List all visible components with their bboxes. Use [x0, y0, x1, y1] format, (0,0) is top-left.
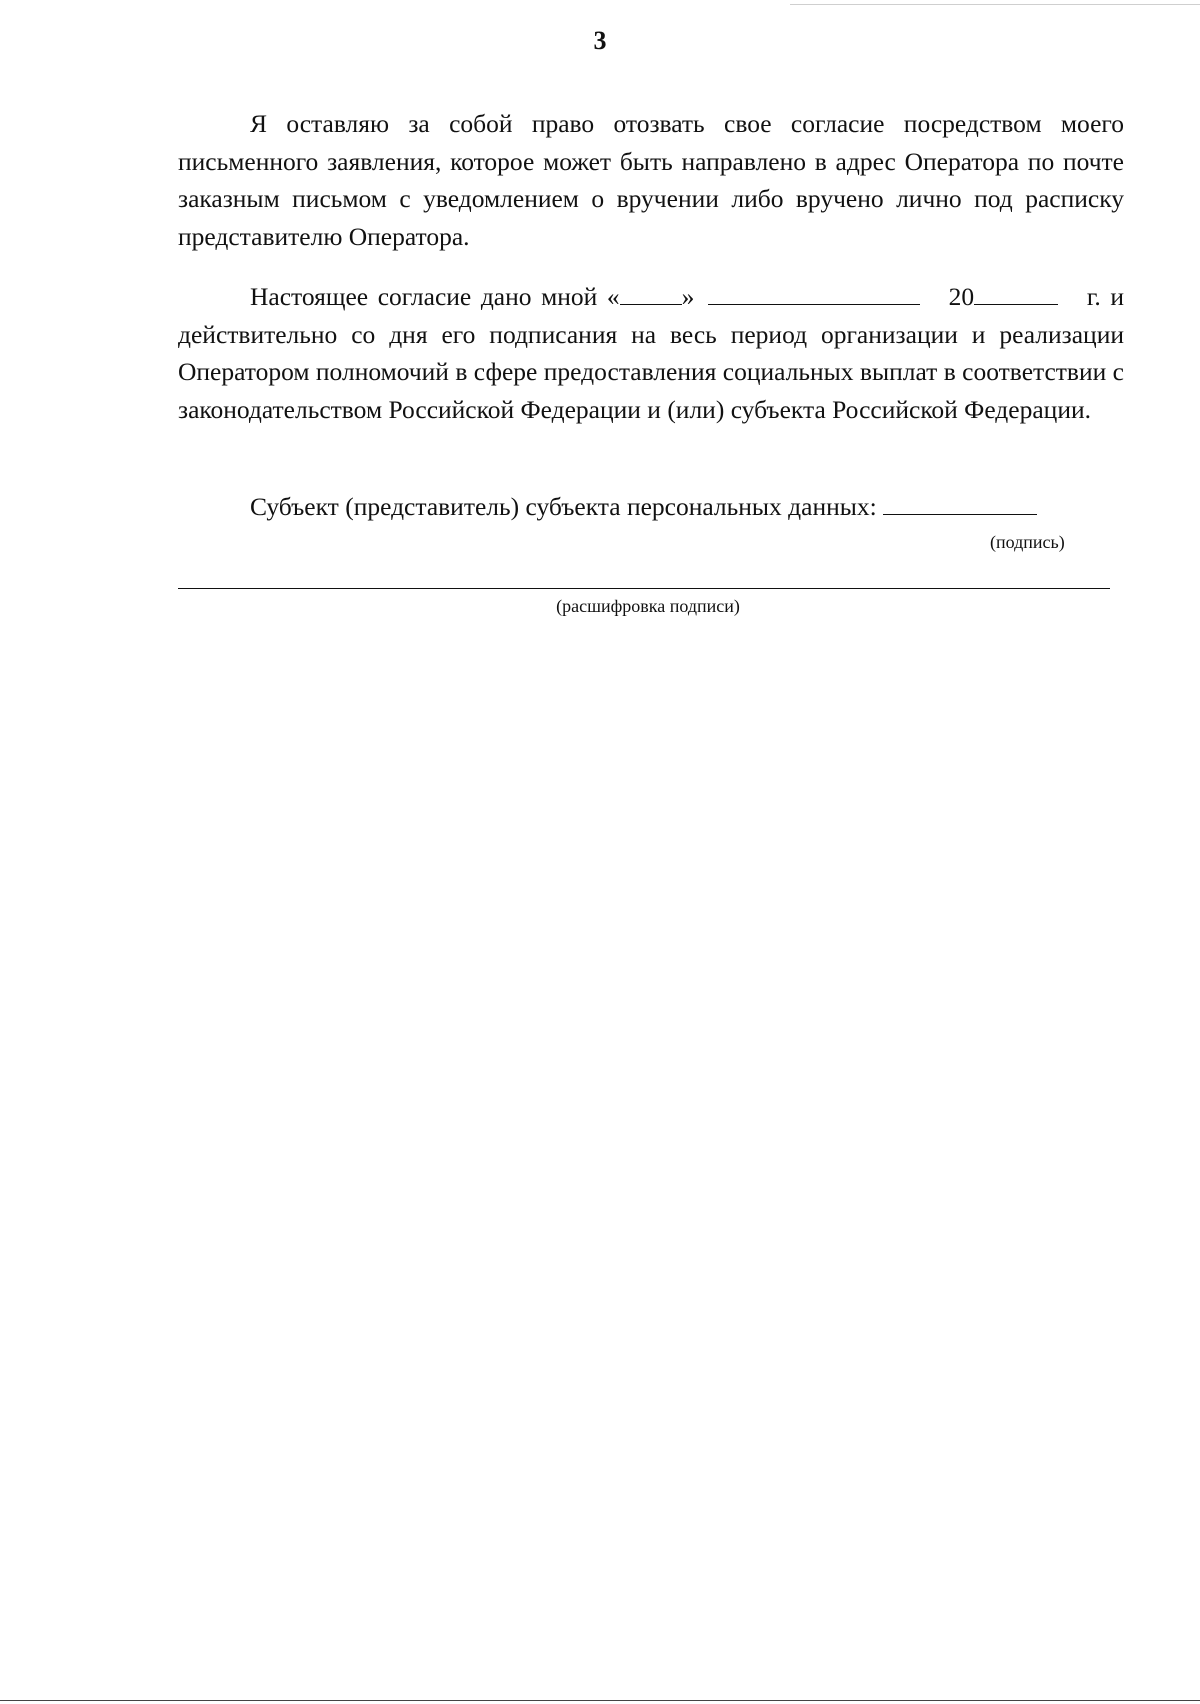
scan-edge-bottom — [0, 1700, 1200, 1701]
consent-date-quote-close: » — [681, 282, 695, 311]
signature-caption: (подпись) — [990, 532, 1065, 552]
page-number: 3 — [593, 26, 607, 55]
consent-date-intro: Настоящее согласие дано мной « — [250, 282, 620, 311]
year-suffix: г. — [1086, 282, 1101, 311]
month-blank[interactable] — [708, 278, 920, 305]
year-prefix: 20 — [948, 282, 975, 311]
consent-validity-paragraph — [178, 278, 1124, 428]
day-blank[interactable] — [620, 278, 682, 305]
signature-decode-rule[interactable] — [178, 588, 1110, 589]
signature-blank[interactable] — [883, 488, 1037, 515]
signature-line — [250, 488, 1130, 526]
scan-edge-top — [790, 4, 1200, 5]
consent-validity-text: и действительно со дня его подписания на весь период организации и реализации Оператором полномочий в сфере предоставления социальных выплат в соответствии с законодательством Российской Федерации и (или) субъекта Российской Федерации. — [178, 282, 1125, 424]
signature-label: Субъект (представитель) субъекта персональных данных: — [250, 492, 877, 521]
withdrawal-paragraph: Я оставляю за собой право отозвать свое согласие посредством моего письменного заявления, которое может быть направлено в адрес Оператора по почте заказным письмом с уведомлением о вручении либо вручено лично под расписку представителю Оператора. — [178, 109, 1124, 251]
signature-decode-caption: (расшифровка подписи) — [556, 596, 740, 616]
year-blank[interactable] — [974, 278, 1058, 305]
